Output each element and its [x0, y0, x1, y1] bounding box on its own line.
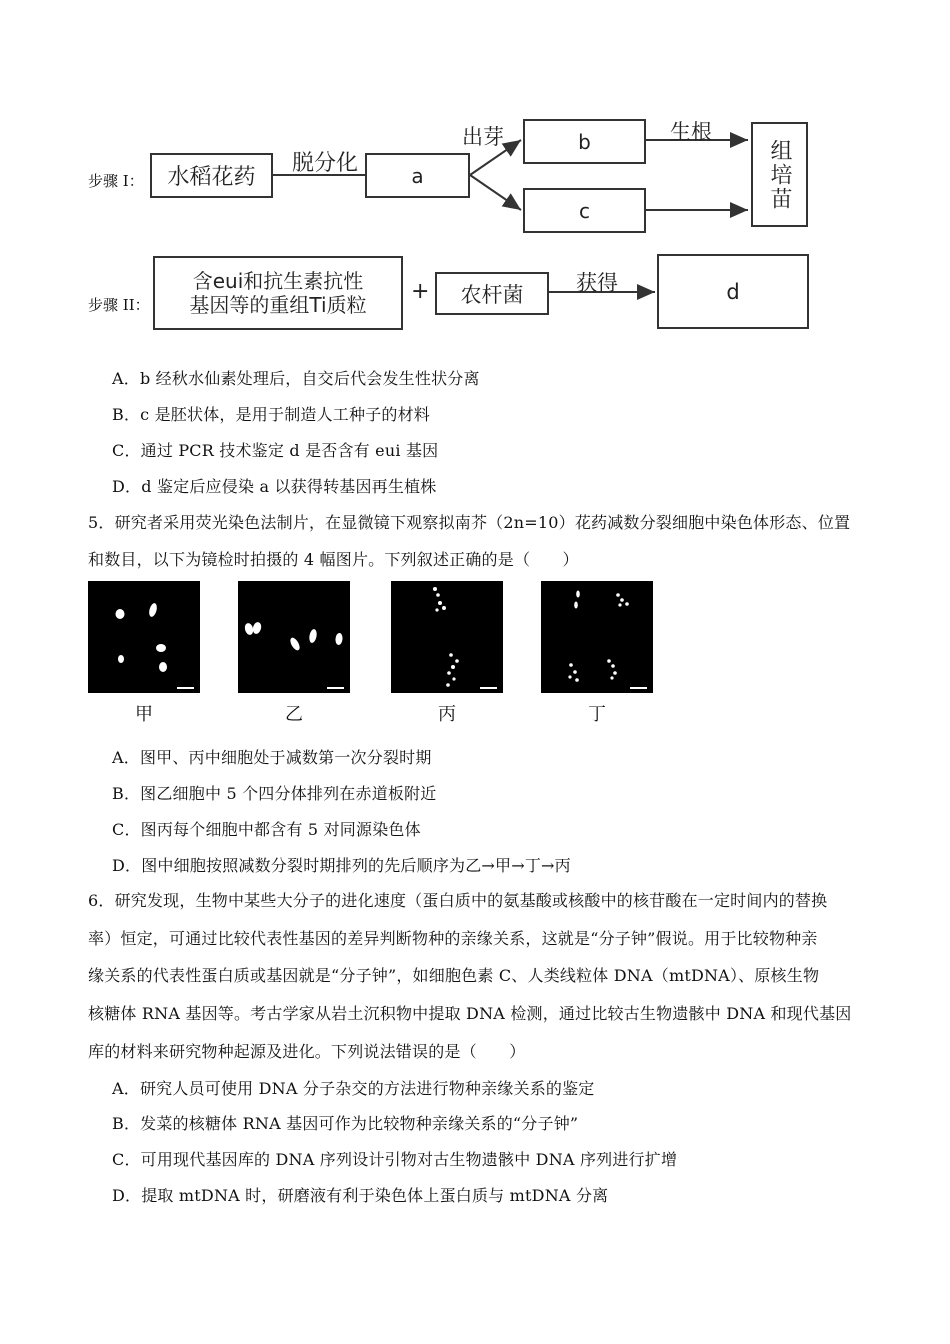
obtain-label: 获得 [576, 271, 618, 295]
dediff-label: 脱分化 [292, 151, 359, 176]
node-c: c [523, 188, 646, 233]
q4-option-b: B．c 是胚状体，是用于制造人工种子的材料 [112, 405, 431, 424]
micrograph-jia [88, 581, 200, 693]
node-a: a [365, 153, 470, 198]
q6-stem-line-1: 6．研究发现，生物中某些大分子的进化速度（蛋白质中的氨基酸或核酸中的核苷酸在一定时间内的替换 [88, 891, 828, 910]
q6-stem-line-5: 库的材料来研究物种起源及进化。下列说法错误的是（ ） [88, 1042, 526, 1061]
caption-bing: 丙 [438, 704, 456, 725]
plasmid-box [153, 256, 403, 330]
q4-option-c: C．通过 PCR 技术鉴定 d 是否含有 eui 基因 [112, 441, 439, 460]
sprout-label: 出芽 [462, 125, 504, 149]
anther-box: 水稻花药 [150, 153, 273, 198]
caption-ding: 丁 [588, 704, 606, 725]
node-d: d [657, 254, 809, 329]
plasmid-line-2: 基因等的重组Ti质粒 [189, 293, 367, 317]
q5-option-a: A．图甲、丙中细胞处于减数第一次分裂时期 [112, 748, 432, 767]
q4-option-d: D．d 鉴定后应侵染 a 以获得转基因再生植株 [112, 477, 437, 496]
q5-option-b: B．图乙细胞中 5 个四分体排列在赤道板附近 [112, 784, 437, 803]
q5-stem-line-1: 5．研究者采用荧光染色法制片，在显微镜下观察拟南芥（2n=10）花药减数分裂细胞中染色体形态、位置 [88, 513, 851, 532]
q6-option-d: D．提取 mtDNA 时，研磨液有利于染色体上蛋白质与 mtDNA 分离 [112, 1186, 609, 1205]
q5-option-c: C．图丙每个细胞中都含有 5 对同源染色体 [112, 820, 421, 839]
q6-option-b: B．发菜的核糖体 RNA 基因可作为比较物种亲缘关系的“分子钟” [112, 1114, 579, 1133]
step2-label: 步骤 II： [88, 296, 150, 314]
q6-stem-line-3: 缘关系的代表性蛋白质或基因就是“分子钟”，如细胞色素 C、人类线粒体 DNA（mtDNA）、原核生物 [88, 966, 820, 985]
caption-jia: 甲 [135, 704, 153, 725]
q6-option-a: A．研究人员可使用 DNA 分子杂交的方法进行物种亲缘关系的鉴定 [112, 1079, 595, 1098]
a-to-c-arrow [470, 175, 521, 210]
seedling-box: 组培苗 [751, 122, 808, 227]
micrograph-bing [391, 581, 503, 693]
q6-option-c: C．可用现代基因库的 DNA 序列设计引物对古生物遗骸中 DNA 序列进行扩增 [112, 1150, 678, 1169]
micrograph-yi [238, 581, 350, 693]
agro-box: 农杆菌 [435, 272, 549, 315]
step1-label: 步骤 I： [88, 172, 144, 190]
plasmid-line-1: 含eui和抗生素抗性 [192, 269, 364, 293]
caption-yi: 乙 [285, 704, 303, 725]
q6-stem-line-4: 核糖体 RNA 基因等。考古学家从岩土沉积物中提取 DNA 检测，通过比较古生物遗骸中 DNA 和现代基因 [88, 1004, 852, 1023]
q5-stem-line-2: 和数目，以下为镜检时拍摄的 4 幅图片。下列叙述正确的是（ ） [88, 550, 579, 569]
node-b: b [523, 119, 646, 164]
q5-option-d: D．图中细胞按照减数分裂时期排列的先后顺序为乙→甲→丁→丙 [112, 856, 571, 875]
q6-stem-line-2: 率）恒定，可通过比较代表性基因的差异判断物种的亲缘关系，这就是“分子钟”假说。用于比较物种亲 [88, 929, 818, 948]
q4-option-a: A．b 经秋水仙素处理后，自交后代会发生性状分离 [112, 369, 480, 388]
plus-sign: + [411, 279, 430, 304]
micrograph-ding [541, 581, 653, 693]
root-label: 生根 [670, 120, 712, 144]
